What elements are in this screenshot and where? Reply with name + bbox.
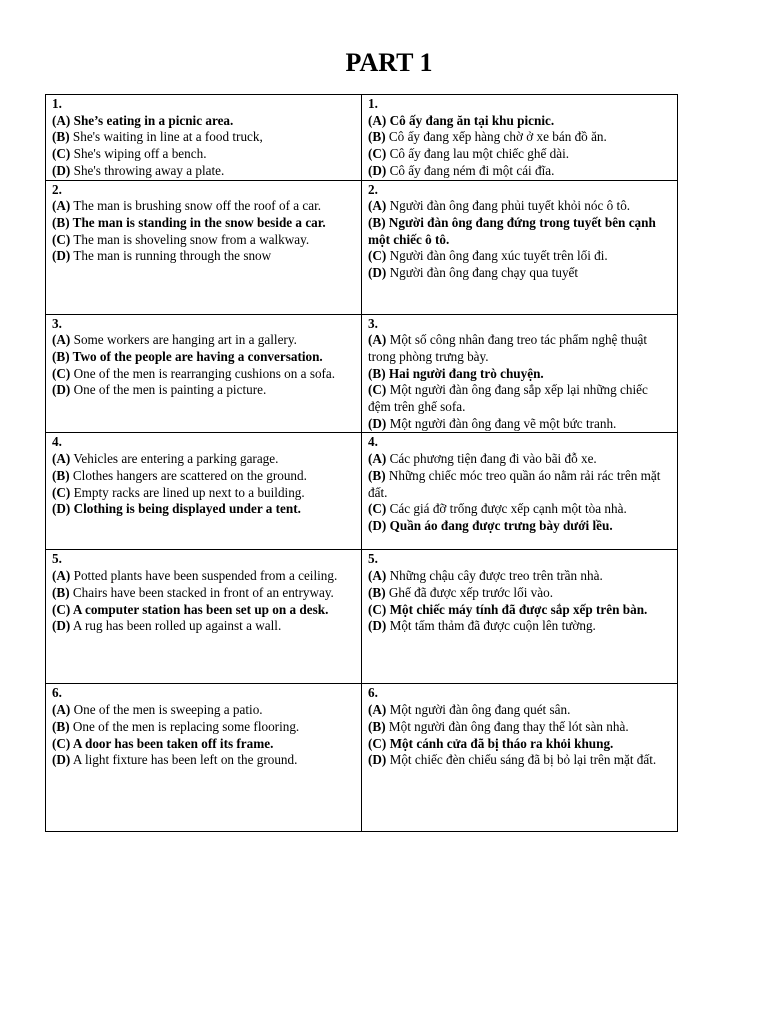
option-text: Người đàn ông đang xúc tuyết trên lối đi. (389, 248, 608, 264)
option-text: A rug has been rolled up against a wall. (72, 618, 282, 634)
option-letter: (C) (52, 146, 71, 162)
english-cell (46, 550, 362, 684)
option-letter: (A) (52, 702, 71, 718)
question-row (46, 180, 678, 314)
option-letter: (B) (368, 718, 386, 734)
option-text: Những chậu cây được treo trên trần nhà. (389, 568, 603, 584)
option-letter: (A) (368, 702, 387, 718)
answer-option (52, 752, 357, 769)
option-letter: (C) (368, 601, 387, 617)
option-text: Một cánh cửa đã bị tháo ra khỏi khung. (389, 735, 614, 751)
option-letter: (B) (52, 129, 70, 145)
answer-option-correct (368, 736, 673, 753)
answer-option (52, 568, 357, 585)
question-table-body (46, 95, 678, 832)
answer-option (368, 568, 673, 585)
option-text: Potted plants have been suspended from a ceiling. (73, 568, 338, 584)
answer-option (368, 129, 673, 146)
option-letter: (D) (368, 517, 387, 533)
option-letter: (D) (368, 415, 387, 431)
answer-option-correct (368, 113, 673, 130)
option-letter: (B) (368, 584, 386, 600)
option-letter: (D) (368, 752, 387, 768)
question-row (46, 95, 678, 181)
option-text: Một người đàn ông đang quét sân. (389, 702, 571, 718)
option-letter: (B) (52, 718, 70, 734)
answer-option (52, 585, 357, 602)
option-text: Clothing is being displayed under a tent. (73, 501, 301, 517)
answer-option-correct (52, 602, 357, 619)
answer-option (368, 702, 673, 719)
answer-option (368, 198, 673, 215)
option-letter: (B) (368, 214, 386, 230)
answer-option (52, 468, 357, 485)
option-letter: (A) (52, 198, 71, 214)
option-text: Các phương tiện đang đi vào bãi đỗ xe. (389, 451, 597, 467)
question-row (46, 684, 678, 832)
option-text: Two of the people are having a conversation. (72, 348, 323, 364)
option-text: Người đàn ông đang phủi tuyết khỏi nóc ô tô. (389, 198, 631, 214)
option-letter: (A) (368, 451, 387, 467)
option-text: One of the men is sweeping a patio. (73, 702, 263, 718)
option-letter: (D) (52, 752, 71, 768)
option-letter: (D) (52, 618, 71, 634)
question-number: 6. (368, 685, 378, 701)
question-number: 3. (52, 315, 62, 331)
answer-option (52, 129, 357, 146)
answer-option (52, 232, 357, 249)
question-number: 5. (368, 551, 378, 567)
option-letter: (B) (52, 584, 70, 600)
question-number: 5. (52, 551, 62, 567)
option-letter: (C) (52, 735, 71, 751)
option-text: Clothes hangers are scattered on the ground. (72, 467, 307, 483)
option-text: A computer station has been set up on a desk. (72, 601, 329, 617)
option-text: Ghế đã được xếp trước lối vào. (388, 584, 553, 600)
answer-option (52, 198, 357, 215)
answer-option (368, 332, 673, 365)
option-letter: (C) (368, 146, 387, 162)
vietnamese-cell (362, 314, 678, 433)
option-text: Cô ấy đang lau một chiếc ghế dài. (389, 146, 570, 162)
answer-option (368, 618, 673, 635)
option-letter: (D) (368, 618, 387, 634)
answer-option (368, 248, 673, 265)
answer-option (52, 332, 357, 349)
option-letter: (C) (368, 735, 387, 751)
answer-option-correct (52, 113, 357, 130)
question-number: 1. (52, 96, 62, 111)
option-text: A door has been taken off its frame. (72, 735, 274, 751)
question-row (46, 433, 678, 550)
answer-option-correct (52, 501, 357, 518)
answer-option (52, 382, 357, 399)
option-text: Người đàn ông đang chạy qua tuyết (389, 265, 579, 281)
answer-option-correct (368, 518, 673, 535)
question-number: 3. (368, 315, 378, 331)
option-letter: (A) (52, 112, 71, 128)
answer-option-correct (368, 602, 673, 619)
answer-option (52, 618, 357, 635)
option-letter: (D) (368, 162, 387, 178)
option-letter: (A) (368, 568, 387, 584)
answer-option (368, 468, 673, 501)
answer-option (368, 382, 673, 415)
answer-option (52, 702, 357, 719)
question-number: 2. (368, 181, 378, 197)
question-number: 1. (368, 96, 378, 111)
option-text: Vehicles are entering a parking garage. (73, 451, 279, 467)
option-letter: (C) (52, 484, 71, 500)
answer-option (368, 416, 673, 433)
answer-option (52, 146, 357, 163)
option-text: Cô ấy đang xếp hàng chờ ở xe bán đồ ăn. (388, 129, 607, 145)
option-letter: (C) (52, 601, 71, 617)
option-text: She's throwing away a plate. (73, 162, 225, 178)
option-text: One of the men is painting a picture. (73, 382, 267, 398)
answer-option (368, 501, 673, 518)
option-letter: (D) (52, 382, 71, 398)
option-text: She’s eating in a picnic area. (73, 112, 234, 128)
question-row (46, 550, 678, 684)
answer-option-correct (52, 349, 357, 366)
answer-option (52, 719, 357, 736)
option-letter: (A) (52, 568, 71, 584)
answer-option (52, 248, 357, 265)
vietnamese-cell (362, 433, 678, 550)
option-letter: (C) (52, 231, 71, 247)
option-letter: (C) (368, 382, 387, 398)
option-text: The man is running through the snow (73, 248, 272, 264)
english-cell (46, 180, 362, 314)
option-text: Người đàn ông đang đứng trong tuyết bên cạnh một chiếc ô tô. (368, 214, 656, 247)
answer-option (52, 366, 357, 383)
option-letter: (B) (368, 365, 386, 381)
option-letter: (B) (52, 467, 70, 483)
option-letter: (D) (52, 162, 71, 178)
option-text: Một số công nhân đang treo tác phẩm nghệ thuật trong phòng trưng bày. (368, 332, 648, 364)
option-letter: (C) (368, 501, 387, 517)
option-letter: (D) (52, 248, 71, 264)
option-letter: (B) (368, 467, 386, 483)
answer-option (368, 265, 673, 282)
question-number: 6. (52, 685, 62, 701)
option-letter: (A) (368, 198, 387, 214)
vietnamese-cell (362, 550, 678, 684)
option-text: Những chiếc móc treo quần áo nằm rải rác trên mặt đất. (368, 467, 661, 500)
option-text: Hai người đang trò chuyện. (388, 365, 544, 381)
option-letter: (D) (368, 265, 387, 281)
option-text: She's wiping off a bench. (73, 146, 207, 162)
option-letter: (A) (368, 332, 387, 348)
vietnamese-cell (362, 95, 678, 181)
option-letter: (B) (52, 214, 70, 230)
option-text: Một người đàn ông đang vẽ một bức tranh. (389, 415, 617, 431)
answer-option-correct (52, 215, 357, 232)
option-text: Chairs have been stacked in front of an entryway. (72, 584, 334, 600)
answer-option-correct (368, 215, 673, 248)
option-text: Quần áo đang được trưng bày dưới lều. (389, 517, 613, 533)
option-text: The man is shoveling snow from a walkway. (73, 231, 310, 247)
question-table (45, 94, 678, 832)
option-text: Một tấm thảm đã được cuộn lên tường. (389, 618, 596, 634)
option-text: Cô ấy đang ăn tại khu picnic. (389, 112, 555, 128)
question-number: 4. (368, 434, 378, 450)
option-letter: (D) (52, 501, 71, 517)
answer-option (52, 485, 357, 502)
option-letter: (C) (52, 365, 71, 381)
answer-option (368, 752, 673, 769)
option-letter: (A) (52, 451, 71, 467)
vietnamese-cell (362, 180, 678, 314)
option-text: One of the men is replacing some flooring. (72, 718, 300, 734)
option-text: The man is brushing snow off the roof of a car. (73, 198, 322, 214)
option-text: She's waiting in line at a food truck, (72, 129, 263, 145)
question-row (46, 314, 678, 433)
option-text: The man is standing in the snow beside a car. (72, 214, 326, 230)
answer-option (368, 451, 673, 468)
option-text: One of the men is rearranging cushions on a sofa. (73, 365, 336, 381)
option-letter: (C) (368, 248, 387, 264)
option-text: Một người đàn ông đang thay thế lót sàn nhà. (388, 718, 629, 734)
option-letter: (A) (52, 332, 71, 348)
page-title: PART 1 (345, 48, 433, 77)
option-text: Các giá đỡ trống được xếp cạnh một tòa nhà. (389, 501, 627, 517)
english-cell (46, 433, 362, 550)
answer-option (52, 163, 357, 180)
answer-option-correct (52, 736, 357, 753)
option-text: Empty racks are lined up next to a building. (73, 484, 305, 500)
option-text: Một chiếc máy tính đã được sắp xếp trên bàn. (389, 601, 648, 617)
english-cell (46, 684, 362, 832)
option-letter: (B) (52, 348, 70, 364)
option-text: Cô ấy đang ném đi một cái đĩa. (389, 162, 555, 178)
answer-option (368, 163, 673, 180)
answer-option (368, 146, 673, 163)
option-text: Một chiếc đèn chiếu sáng đã bị bỏ lại trên mặt đất. (389, 752, 657, 768)
option-text: Một người đàn ông đang sắp xếp lại những chiếc đệm trên ghế sofa. (368, 382, 648, 415)
vietnamese-cell (362, 684, 678, 832)
answer-option (52, 451, 357, 468)
answer-option (368, 719, 673, 736)
answer-option-correct (368, 366, 673, 383)
option-text: A light fixture has been left on the ground. (72, 752, 298, 768)
option-text: Some workers are hanging art in a gallery. (73, 332, 297, 348)
option-letter: (B) (368, 129, 386, 145)
english-cell (46, 95, 362, 181)
question-number: 4. (52, 434, 62, 450)
question-number: 2. (52, 181, 62, 197)
english-cell (46, 314, 362, 433)
option-letter: (A) (368, 112, 387, 128)
answer-option (368, 585, 673, 602)
